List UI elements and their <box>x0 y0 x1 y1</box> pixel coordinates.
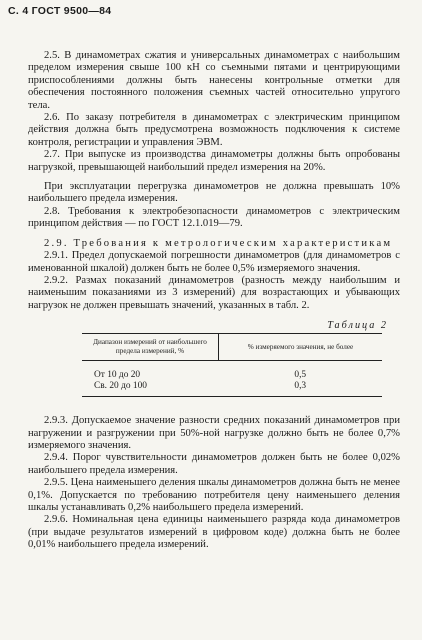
table-cell-value: 0,5 <box>294 370 307 381</box>
paragraph-2-9-5: 2.9.5. Цена наименьшего деления шкалы динамометров должна быть не менее 0,1%. Допускается по требованию потребителя цену наименьшего деления шкалы устанавливать 0,2% наибольшего предела измерений. <box>28 477 400 513</box>
table-cell-value: 0,3 <box>219 381 383 397</box>
paragraph-2-9-4: 2.9.4. Порог чувствительности динамометров должен быть не более 0,02% наибольшего предела измерения. <box>28 452 400 476</box>
table-row <box>82 361 382 382</box>
table-2 <box>82 333 382 397</box>
table-cell-range: От 10 до 20 <box>94 370 141 381</box>
paragraph-2-8: 2.8. Требования к электробезопасности динамометров с электрическим принципом действия — по ГОСТ 12.1.019—79. <box>28 205 400 230</box>
paragraph-2-7: 2.7. При выпуске из производства динамометры должны быть опробованы нагрузкой, превышающей наибольший предел измерения на 20%. <box>28 149 400 173</box>
paragraph-2-9-2: 2.9.2. Размах показаний динамометров (разность между наибольшим и наименьшим показаниями из 3 измерений) для возрастающих и убывающих нагрузок не должен превышать значений, указанных в табл. 2. <box>28 274 400 311</box>
table-header-value: % измеряемого значения, не более <box>219 334 383 361</box>
page-header: С. 4 ГОСТ 9500—84 <box>8 5 112 17</box>
paragraph-2-9-6: 2.9.6. Номинальная цена единицы наименьшего разряда кода динамометров (при выдаче результатов измерений в цифровом коде) должна быть не более 0,01% наибольшего предела измерений. <box>28 514 400 551</box>
paragraph-2-6: 2.6. По заказу потребителя в динамометрах с электрическим принципом действия должна быть предусмотрена возможность подключения к системе контроля, регистрации и управления ЭВМ. <box>28 112 400 148</box>
section-heading-2-9: 2.9. Требования к метрологическим характеристикам <box>44 237 393 249</box>
table-cell-range: Св. 20 до 100 <box>82 381 219 397</box>
paragraph-2-9-3: 2.9.3. Допускаемое значение разности средних показаний динамометров при нагружении и разгружении при 50%-ной нагрузке должно быть не более 0,7% измеряемого значения. <box>28 415 400 451</box>
table-header-range: Диапазон измерений от наибольшего предела измерений, % <box>82 334 219 361</box>
paragraph-2-9-1: 2.9.1. Предел допускаемой погрешности динамометров (для динамометров с именованной шкалой) должен быть не более 0,5% измеряемого значения. <box>28 250 400 274</box>
document-body <box>28 50 400 552</box>
table-row <box>82 381 382 397</box>
table-caption: Таблица 2 <box>327 320 388 332</box>
paragraph-2-5: 2.5. В динамометрах сжатия и универсальных динамометрах с наибольшим пределом измерения свыше 100 кН со съемными пятами и центрирующими приспособлениями должны быть нанесены контрольные отметки для обеспечения постоянного положения съемных частей относительно упругого тела. <box>28 50 400 111</box>
paragraph-overload: При эксплуатации перегрузка динамометров не должна превышать 10% наибольшего предела измерения. <box>28 181 400 205</box>
